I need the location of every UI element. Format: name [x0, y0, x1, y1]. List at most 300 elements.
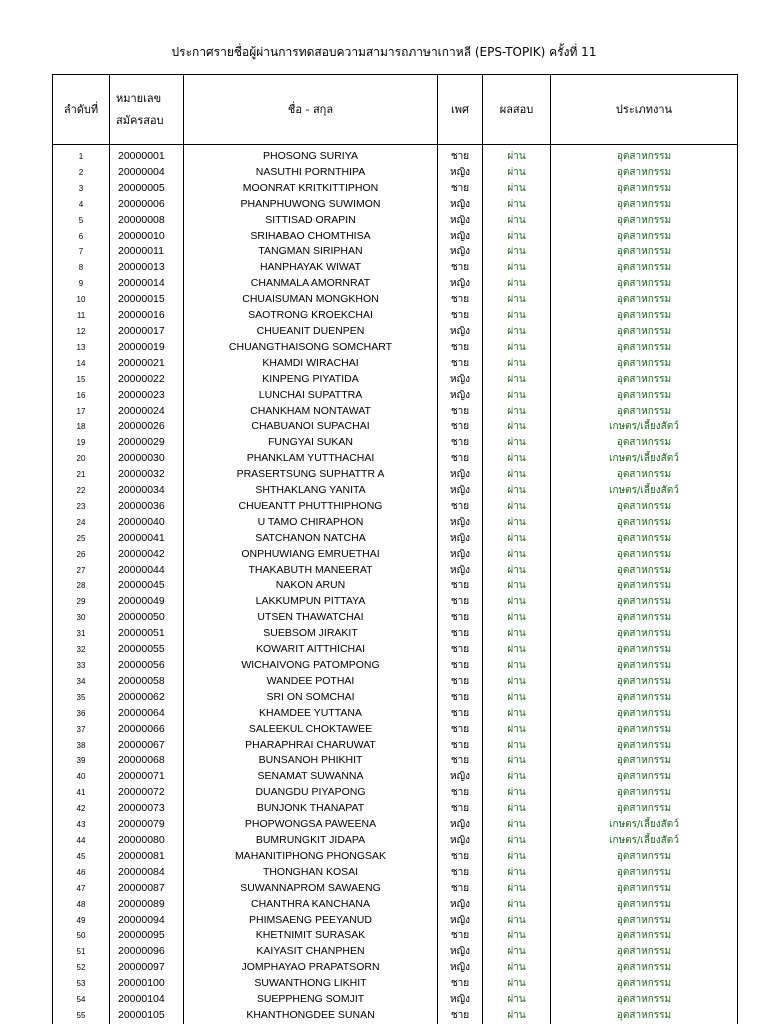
job-type-cell: อุตสาหกรรม: [551, 849, 738, 865]
applicant-name: SRI ON SOMCHAI: [184, 690, 438, 706]
applicant-number: 20000044: [110, 563, 184, 579]
applicant-number: 20000084: [110, 865, 184, 881]
applicant-name: CHANKHAM NONTAWAT: [184, 404, 438, 420]
applicant-number: 20000068: [110, 753, 184, 769]
job-type-cell: อุตสาหกรรม: [551, 738, 738, 754]
row-number: 38: [53, 738, 110, 754]
table-row: [53, 467, 738, 483]
sex-cell: หญิง: [438, 960, 483, 976]
sex-cell: ชาย: [438, 738, 483, 754]
row-number: 30: [53, 610, 110, 626]
job-type-cell: เกษตร/เลี้ยงสัตว์: [551, 483, 738, 499]
applicant-number: 20000021: [110, 356, 184, 372]
header-applicant-line2: สมัครสอบ: [116, 113, 164, 127]
job-type-cell: อุตสาหกรรม: [551, 610, 738, 626]
applicant-name: NAKON ARUN: [184, 578, 438, 594]
row-number: 35: [53, 690, 110, 706]
applicant-number: 20000017: [110, 324, 184, 340]
row-number: 2: [53, 165, 110, 181]
header-applicant-line1: หมายเลข: [116, 91, 162, 105]
applicant-number: 20000019: [110, 340, 184, 356]
table-row: [53, 229, 738, 245]
job-type-cell: อุตสาหกรรม: [551, 690, 738, 706]
applicant-name: CHANMALA AMORNRAT: [184, 276, 438, 292]
result-cell: ผ่าน: [483, 388, 551, 404]
table-row: [53, 308, 738, 324]
row-number: 44: [53, 833, 110, 849]
sex-cell: หญิง: [438, 324, 483, 340]
table-row: [53, 658, 738, 674]
job-type-cell: อุตสาหกรรม: [551, 801, 738, 817]
sex-cell: หญิง: [438, 515, 483, 531]
result-cell: ผ่าน: [483, 785, 551, 801]
row-number: 20: [53, 451, 110, 467]
sex-cell: ชาย: [438, 578, 483, 594]
sex-cell: ชาย: [438, 849, 483, 865]
row-number: 28: [53, 578, 110, 594]
result-cell: ผ่าน: [483, 244, 551, 260]
applicant-number: 20000036: [110, 499, 184, 515]
applicant-name: SAOTRONG KROEKCHAI: [184, 308, 438, 324]
row-number: 1: [53, 149, 110, 165]
applicant-number: 20000079: [110, 817, 184, 833]
table-row: [53, 451, 738, 467]
applicant-number: 20000030: [110, 451, 184, 467]
applicant-number: 20000041: [110, 531, 184, 547]
applicant-name: NASUTHI PORNTHIPA: [184, 165, 438, 181]
table-row: [53, 610, 738, 626]
job-type-cell: อุตสาหกรรม: [551, 388, 738, 404]
applicant-number: 20000023: [110, 388, 184, 404]
row-number: 53: [53, 976, 110, 992]
applicant-name: CHUAISUMAN MONGKHON: [184, 292, 438, 308]
table-row: [53, 769, 738, 785]
result-cell: ผ่าน: [483, 1008, 551, 1024]
result-cell: ผ่าน: [483, 706, 551, 722]
table-row: [53, 499, 738, 515]
table-row: [53, 594, 738, 610]
row-number: 15: [53, 372, 110, 388]
table-row: [53, 626, 738, 642]
applicant-number: 20000015: [110, 292, 184, 308]
applicant-name: PHARAPHRAI CHARUWAT: [184, 738, 438, 754]
row-number: 9: [53, 276, 110, 292]
table-header: [53, 75, 738, 145]
applicant-number: 20000056: [110, 658, 184, 674]
applicant-name: SUEBSOM JIRAKIT: [184, 626, 438, 642]
sex-cell: หญิง: [438, 213, 483, 229]
sex-cell: หญิง: [438, 992, 483, 1008]
applicant-number: 20000049: [110, 594, 184, 610]
sex-cell: ชาย: [438, 610, 483, 626]
row-number: 36: [53, 706, 110, 722]
applicant-number: 20000013: [110, 260, 184, 276]
applicant-name: SATCHANON NATCHA: [184, 531, 438, 547]
result-cell: ผ่าน: [483, 483, 551, 499]
applicant-number: 20000042: [110, 547, 184, 563]
result-cell: ผ่าน: [483, 642, 551, 658]
job-type-cell: อุตสาหกรรม: [551, 229, 738, 245]
job-type-cell: อุตสาหกรรม: [551, 324, 738, 340]
table-row: [53, 404, 738, 420]
applicant-name: SUWANTHONG LIKHIT: [184, 976, 438, 992]
job-type-cell: อุตสาหกรรม: [551, 578, 738, 594]
job-type-cell: อุตสาหกรรม: [551, 276, 738, 292]
table-row: [53, 340, 738, 356]
table-row: [53, 419, 738, 435]
table-row: [53, 785, 738, 801]
table-row: [53, 435, 738, 451]
job-type-cell: อุตสาหกรรม: [551, 992, 738, 1008]
applicant-number: 20000014: [110, 276, 184, 292]
table-row: [53, 753, 738, 769]
row-number: 26: [53, 547, 110, 563]
sex-cell: หญิง: [438, 244, 483, 260]
result-cell: ผ่าน: [483, 324, 551, 340]
sex-cell: หญิง: [438, 483, 483, 499]
applicant-number: 20000058: [110, 674, 184, 690]
table-row: [53, 944, 738, 960]
row-number: 37: [53, 722, 110, 738]
row-number: 41: [53, 785, 110, 801]
job-type-cell: อุตสาหกรรม: [551, 913, 738, 929]
sex-cell: ชาย: [438, 340, 483, 356]
sex-cell: ชาย: [438, 658, 483, 674]
job-type-cell: อุตสาหกรรม: [551, 960, 738, 976]
job-type-cell: อุตสาหกรรม: [551, 499, 738, 515]
result-cell: ผ่าน: [483, 913, 551, 929]
job-type-cell: อุตสาหกรรม: [551, 881, 738, 897]
result-cell: ผ่าน: [483, 181, 551, 197]
applicant-number: 20000100: [110, 976, 184, 992]
job-type-cell: อุตสาหกรรม: [551, 149, 738, 165]
applicant-name: THONGHAN KOSAI: [184, 865, 438, 881]
table-row: [53, 356, 738, 372]
applicant-name: CHUANGTHAISONG SOMCHART: [184, 340, 438, 356]
sex-cell: ชาย: [438, 404, 483, 420]
table-row: [53, 531, 738, 547]
table-row: [53, 722, 738, 738]
job-type-cell: อุตสาหกรรม: [551, 547, 738, 563]
applicant-number: 20000026: [110, 419, 184, 435]
applicant-number: 20000094: [110, 913, 184, 929]
sex-cell: ชาย: [438, 594, 483, 610]
row-number: 33: [53, 658, 110, 674]
job-type-cell: อุตสาหกรรม: [551, 308, 738, 324]
row-number: 14: [53, 356, 110, 372]
result-cell: ผ่าน: [483, 817, 551, 833]
header-no: ลำดับที่: [53, 75, 110, 145]
applicant-name: WICHAIVONG PATOMPONG: [184, 658, 438, 674]
table-row: [53, 992, 738, 1008]
sex-cell: หญิง: [438, 563, 483, 579]
table-row: [53, 563, 738, 579]
applicant-name: SUEPPHENG SOMJIT: [184, 992, 438, 1008]
job-type-cell: อุตสาหกรรม: [551, 165, 738, 181]
applicant-name: KAIYASIT CHANPHEN: [184, 944, 438, 960]
job-type-cell: อุตสาหกรรม: [551, 515, 738, 531]
result-cell: ผ่าน: [483, 928, 551, 944]
applicant-number: 20000045: [110, 578, 184, 594]
sex-cell: หญิง: [438, 372, 483, 388]
applicant-name: PHOPWONGSA PAWEENA: [184, 817, 438, 833]
applicant-number: 20000105: [110, 1008, 184, 1024]
job-type-cell: อุตสาหกรรม: [551, 642, 738, 658]
applicant-number: 20000004: [110, 165, 184, 181]
result-cell: ผ่าน: [483, 292, 551, 308]
result-cell: ผ่าน: [483, 276, 551, 292]
table-row: [53, 372, 738, 388]
result-cell: ผ่าน: [483, 833, 551, 849]
result-cell: ผ่าน: [483, 499, 551, 515]
applicant-name: PRASERTSUNG SUPHATTR A: [184, 467, 438, 483]
result-cell: ผ่าน: [483, 976, 551, 992]
job-type-cell: อุตสาหกรรม: [551, 213, 738, 229]
applicant-number: 20000016: [110, 308, 184, 324]
applicant-number: 20000081: [110, 849, 184, 865]
sex-cell: หญิง: [438, 944, 483, 960]
row-number: 7: [53, 244, 110, 260]
job-type-cell: เกษตร/เลี้ยงสัตว์: [551, 419, 738, 435]
applicant-name: BUNSANOH PHIKHIT: [184, 753, 438, 769]
applicant-name: KHETNIMIT SURASAK: [184, 928, 438, 944]
sex-cell: หญิง: [438, 388, 483, 404]
header-sex: เพศ: [438, 75, 483, 145]
applicant-number: 20000062: [110, 690, 184, 706]
result-cell: ผ่าน: [483, 897, 551, 913]
applicant-name: PHANKLAM YUTTHACHAI: [184, 451, 438, 467]
applicant-name: SUWANNAPROM SAWAENG: [184, 881, 438, 897]
result-cell: ผ่าน: [483, 213, 551, 229]
row-number: 10: [53, 292, 110, 308]
job-type-cell: อุตสาหกรรม: [551, 865, 738, 881]
applicant-number: 20000096: [110, 944, 184, 960]
row-number: 48: [53, 897, 110, 913]
job-type-cell: อุตสาหกรรม: [551, 753, 738, 769]
result-cell: ผ่าน: [483, 753, 551, 769]
result-cell: ผ่าน: [483, 849, 551, 865]
job-type-cell: อุตสาหกรรม: [551, 897, 738, 913]
applicant-name: MAHANITIPHONG PHONGSAK: [184, 849, 438, 865]
job-type-cell: อุตสาหกรรม: [551, 944, 738, 960]
applicant-name: CHABUANOI SUPACHAI: [184, 419, 438, 435]
table-row: [53, 801, 738, 817]
job-type-cell: เกษตร/เลี้ยงสัตว์: [551, 817, 738, 833]
sex-cell: ชาย: [438, 753, 483, 769]
row-number: 45: [53, 849, 110, 865]
sex-cell: ชาย: [438, 626, 483, 642]
row-number: 8: [53, 260, 110, 276]
applicant-number: 20000006: [110, 197, 184, 213]
table-row: [53, 817, 738, 833]
sex-cell: ชาย: [438, 976, 483, 992]
sex-cell: ชาย: [438, 642, 483, 658]
applicant-name: U TAMO CHIRAPHON: [184, 515, 438, 531]
row-number: 43: [53, 817, 110, 833]
row-number: 55: [53, 1008, 110, 1024]
row-number: 47: [53, 881, 110, 897]
sex-cell: หญิง: [438, 197, 483, 213]
sex-cell: ชาย: [438, 928, 483, 944]
sex-cell: ชาย: [438, 308, 483, 324]
result-cell: ผ่าน: [483, 467, 551, 483]
row-number: 16: [53, 388, 110, 404]
job-type-cell: อุตสาหกรรม: [551, 722, 738, 738]
job-type-cell: อุตสาหกรรม: [551, 244, 738, 260]
sex-cell: ชาย: [438, 292, 483, 308]
row-number: 24: [53, 515, 110, 531]
applicant-number: 20000005: [110, 181, 184, 197]
row-number: 32: [53, 642, 110, 658]
row-number: 21: [53, 467, 110, 483]
sex-cell: หญิง: [438, 165, 483, 181]
job-type-cell: อุตสาหกรรม: [551, 372, 738, 388]
result-cell: ผ่าน: [483, 531, 551, 547]
job-type-cell: อุตสาหกรรม: [551, 340, 738, 356]
applicant-number: 20000040: [110, 515, 184, 531]
table-row: [53, 213, 738, 229]
sex-cell: หญิง: [438, 833, 483, 849]
applicant-number: 20000029: [110, 435, 184, 451]
result-cell: ผ่าน: [483, 229, 551, 245]
row-number: 19: [53, 435, 110, 451]
sex-cell: ชาย: [438, 706, 483, 722]
table-row: [53, 642, 738, 658]
sex-cell: ชาย: [438, 181, 483, 197]
job-type-cell: อุตสาหกรรม: [551, 674, 738, 690]
result-cell: ผ่าน: [483, 881, 551, 897]
result-cell: ผ่าน: [483, 435, 551, 451]
applicant-name: LAKKUMPUN PITTAYA: [184, 594, 438, 610]
job-type-cell: อุตสาหกรรม: [551, 197, 738, 213]
table-row: [53, 881, 738, 897]
sex-cell: ชาย: [438, 435, 483, 451]
job-type-cell: อุตสาหกรรม: [551, 181, 738, 197]
results-table: [52, 74, 738, 1024]
row-number: 50: [53, 928, 110, 944]
applicant-name: BUMRUNGKIT JIDAPA: [184, 833, 438, 849]
result-cell: ผ่าน: [483, 308, 551, 324]
applicant-number: 20000064: [110, 706, 184, 722]
sex-cell: ชาย: [438, 865, 483, 881]
sex-cell: หญิง: [438, 913, 483, 929]
row-number: 17: [53, 404, 110, 420]
job-type-cell: อุตสาหกรรม: [551, 563, 738, 579]
applicant-number: 20000001: [110, 149, 184, 165]
row-number: 54: [53, 992, 110, 1008]
applicant-name: TANGMAN SIRIPHAN: [184, 244, 438, 260]
applicant-number: 20000022: [110, 372, 184, 388]
job-type-cell: อุตสาหกรรม: [551, 658, 738, 674]
job-type-cell: อุตสาหกรรม: [551, 928, 738, 944]
applicant-name: SITTISAD ORAPIN: [184, 213, 438, 229]
result-cell: ผ่าน: [483, 165, 551, 181]
result-cell: ผ่าน: [483, 372, 551, 388]
sex-cell: ชาย: [438, 674, 483, 690]
applicant-name: THAKABUTH MANEERAT: [184, 563, 438, 579]
sex-cell: ชาย: [438, 881, 483, 897]
table-row: [53, 976, 738, 992]
applicant-name: HANPHAYAK WIWAT: [184, 260, 438, 276]
row-number: 12: [53, 324, 110, 340]
applicant-name: KOWARIT AITTHICHAI: [184, 642, 438, 658]
sex-cell: หญิง: [438, 276, 483, 292]
job-type-cell: อุตสาหกรรม: [551, 976, 738, 992]
sex-cell: หญิง: [438, 229, 483, 245]
row-number: 27: [53, 563, 110, 579]
row-number: 42: [53, 801, 110, 817]
table-row: [53, 181, 738, 197]
row-number: 25: [53, 531, 110, 547]
applicant-name: SALEEKUL CHOKTAWEE: [184, 722, 438, 738]
sex-cell: ชาย: [438, 356, 483, 372]
applicant-number: 20000010: [110, 229, 184, 245]
result-cell: ผ่าน: [483, 722, 551, 738]
table-row: [53, 165, 738, 181]
sex-cell: หญิง: [438, 531, 483, 547]
sex-cell: หญิง: [438, 769, 483, 785]
table-row: [53, 260, 738, 276]
table-row: [53, 244, 738, 260]
applicant-name: KHANTHONGDEE SUNAN: [184, 1008, 438, 1024]
row-number: 39: [53, 753, 110, 769]
job-type-cell: อุตสาหกรรม: [551, 1008, 738, 1024]
job-type-cell: อุตสาหกรรม: [551, 292, 738, 308]
table-row: [53, 928, 738, 944]
applicant-number: 20000072: [110, 785, 184, 801]
result-cell: ผ่าน: [483, 801, 551, 817]
row-number: 31: [53, 626, 110, 642]
applicant-number: 20000008: [110, 213, 184, 229]
table-row: [53, 547, 738, 563]
result-cell: ผ่าน: [483, 340, 551, 356]
applicant-name: UTSEN THAWATCHAI: [184, 610, 438, 626]
applicant-number: 20000050: [110, 610, 184, 626]
sex-cell: ชาย: [438, 419, 483, 435]
job-type-cell: เกษตร/เลี้ยงสัตว์: [551, 451, 738, 467]
result-cell: ผ่าน: [483, 563, 551, 579]
table-row: [53, 913, 738, 929]
job-type-cell: อุตสาหกรรม: [551, 706, 738, 722]
table-row: [53, 1008, 738, 1024]
row-number: 5: [53, 213, 110, 229]
row-number: 29: [53, 594, 110, 610]
applicant-number: 20000024: [110, 404, 184, 420]
row-number: 11: [53, 308, 110, 324]
applicant-number: 20000032: [110, 467, 184, 483]
result-cell: ผ่าน: [483, 356, 551, 372]
table-row: [53, 897, 738, 913]
result-cell: ผ่าน: [483, 419, 551, 435]
sex-cell: ชาย: [438, 722, 483, 738]
row-number: 49: [53, 913, 110, 929]
row-number: 4: [53, 197, 110, 213]
header-applicant-number: [110, 75, 184, 145]
applicant-number: 20000067: [110, 738, 184, 754]
row-number: 52: [53, 960, 110, 976]
applicant-number: 20000087: [110, 881, 184, 897]
sex-cell: ชาย: [438, 260, 483, 276]
row-number: 46: [53, 865, 110, 881]
table-row: [53, 515, 738, 531]
sex-cell: ชาย: [438, 801, 483, 817]
applicant-number: 20000071: [110, 769, 184, 785]
table-row: [53, 292, 738, 308]
table-row: [53, 149, 738, 165]
result-cell: ผ่าน: [483, 260, 551, 276]
applicant-name: KHAMDI WIRACHAI: [184, 356, 438, 372]
result-cell: ผ่าน: [483, 149, 551, 165]
